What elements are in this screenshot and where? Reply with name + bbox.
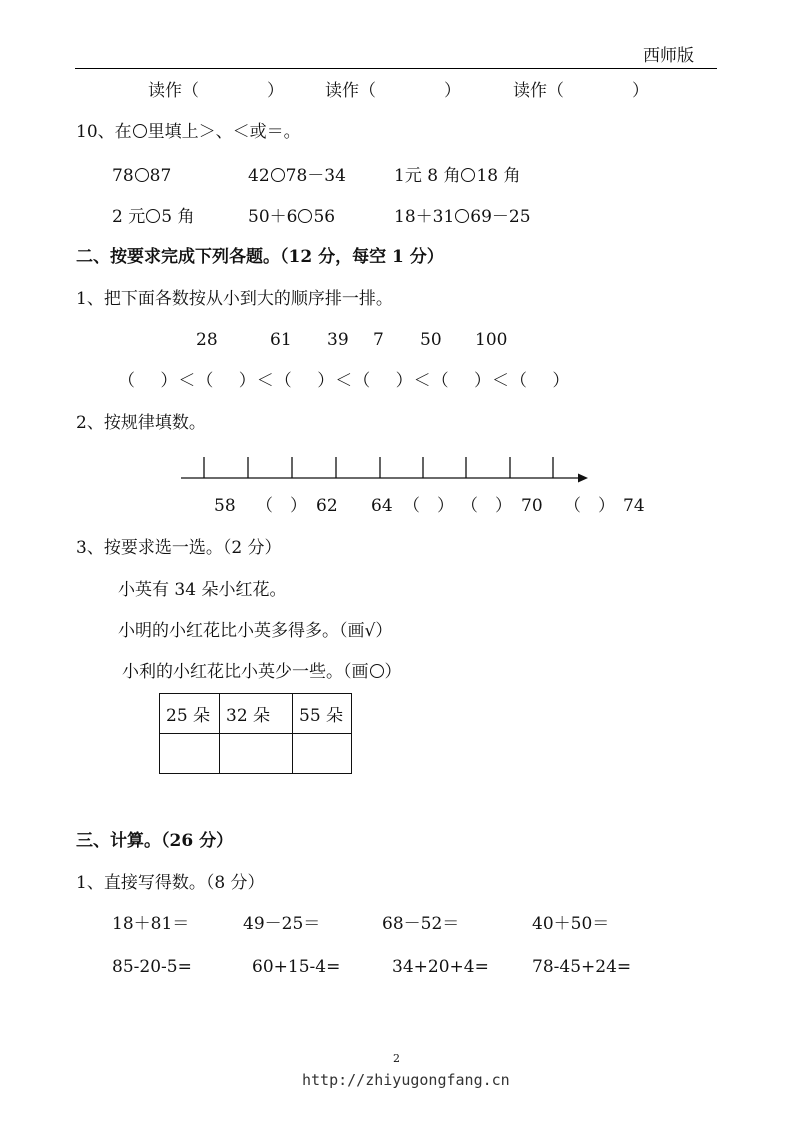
calc-item: 78-45+24= xyxy=(532,957,632,977)
compare-item: 18＋31 69－25 xyxy=(394,207,531,227)
s2-q3-line3: 小利的小红花比小英少一些。（画 ） xyxy=(122,662,402,682)
choice-table xyxy=(159,693,352,774)
s2-q1-title: 1、把下面各数按从小到大的顺序排一排。 xyxy=(76,289,393,309)
sort-number: 100 xyxy=(475,330,508,350)
section2-heading: 二、按要求完成下列各题。（12 分，每空 1 分） xyxy=(76,247,444,267)
number-line-label: （ ） xyxy=(564,496,615,516)
number-line-label: （ ） xyxy=(461,496,512,516)
sort-number: 61 xyxy=(270,330,292,350)
sort-number: 50 xyxy=(420,330,442,350)
table-row xyxy=(160,734,352,774)
compare-item: 42 78－34 xyxy=(248,166,346,186)
answer-cell[interactable] xyxy=(160,734,220,774)
compare-item: 78 87 xyxy=(112,166,172,186)
table-header-cell: 25 朵 xyxy=(160,694,220,734)
sort-number: 28 xyxy=(196,330,218,350)
number-line-label: （ ） xyxy=(256,496,307,516)
calc-item: 18＋81＝ xyxy=(112,914,190,934)
page-number: 2 xyxy=(393,1052,400,1065)
sort-number: 39 xyxy=(327,330,349,350)
order-row: （ ）＜（ ）＜（ ）＜（ ）＜（ ）＜（ ） xyxy=(118,371,571,391)
calc-item: 34+20+4= xyxy=(392,957,489,977)
calc-item: 49－25＝ xyxy=(243,914,321,934)
number-line-label: 74 xyxy=(623,496,645,516)
circle-icon xyxy=(370,664,384,678)
table-header-cell: 55 朵 xyxy=(293,694,352,734)
q10-title: 10、在 里填上＞、＜或＝。 xyxy=(76,122,301,142)
footer-url[interactable]: http://zhiyugongfang.cn xyxy=(302,1071,510,1089)
number-line-label: 58 xyxy=(214,496,236,516)
s2-q2-title: 2、按规律填数。 xyxy=(76,413,206,433)
number-line-label: 64 xyxy=(371,496,393,516)
sort-number: 7 xyxy=(373,330,384,350)
calc-item: 85-20-5= xyxy=(112,957,192,977)
s3-q1-title: 1、直接写得数。（8 分） xyxy=(76,873,265,893)
answer-cell[interactable] xyxy=(220,734,293,774)
section3-heading: 三、计算。（26 分） xyxy=(76,831,234,851)
table-header-cell: 32 朵 xyxy=(220,694,293,734)
compare-item: 50＋6 56 xyxy=(248,207,336,227)
read-blank-2: 读作（ ） xyxy=(325,81,461,101)
number-line-label: 70 xyxy=(521,496,543,516)
edition-label: 西师版 xyxy=(643,46,694,66)
table-row xyxy=(160,694,352,734)
number-line-label: 62 xyxy=(316,496,338,516)
s2-q3-line1: 小英有 34 朵小红花。 xyxy=(118,580,287,600)
compare-item: 1元 8 角 18 角 xyxy=(394,166,521,186)
compare-item: 2 元 5 角 xyxy=(112,207,195,227)
calc-item: 40＋50＝ xyxy=(532,914,610,934)
calc-item: 60+15-4= xyxy=(252,957,341,977)
read-blank-1: 读作（ ） xyxy=(148,81,284,101)
read-blank-3: 读作（ ） xyxy=(513,81,649,101)
calc-item: 68－52＝ xyxy=(382,914,460,934)
answer-cell[interactable] xyxy=(293,734,352,774)
number-line-label: （ ） xyxy=(403,496,454,516)
s2-q3-line2: 小明的小红花比小英多得多。（画√） xyxy=(118,621,393,641)
s2-q3-title: 3、按要求选一选。（2 分） xyxy=(76,538,282,558)
